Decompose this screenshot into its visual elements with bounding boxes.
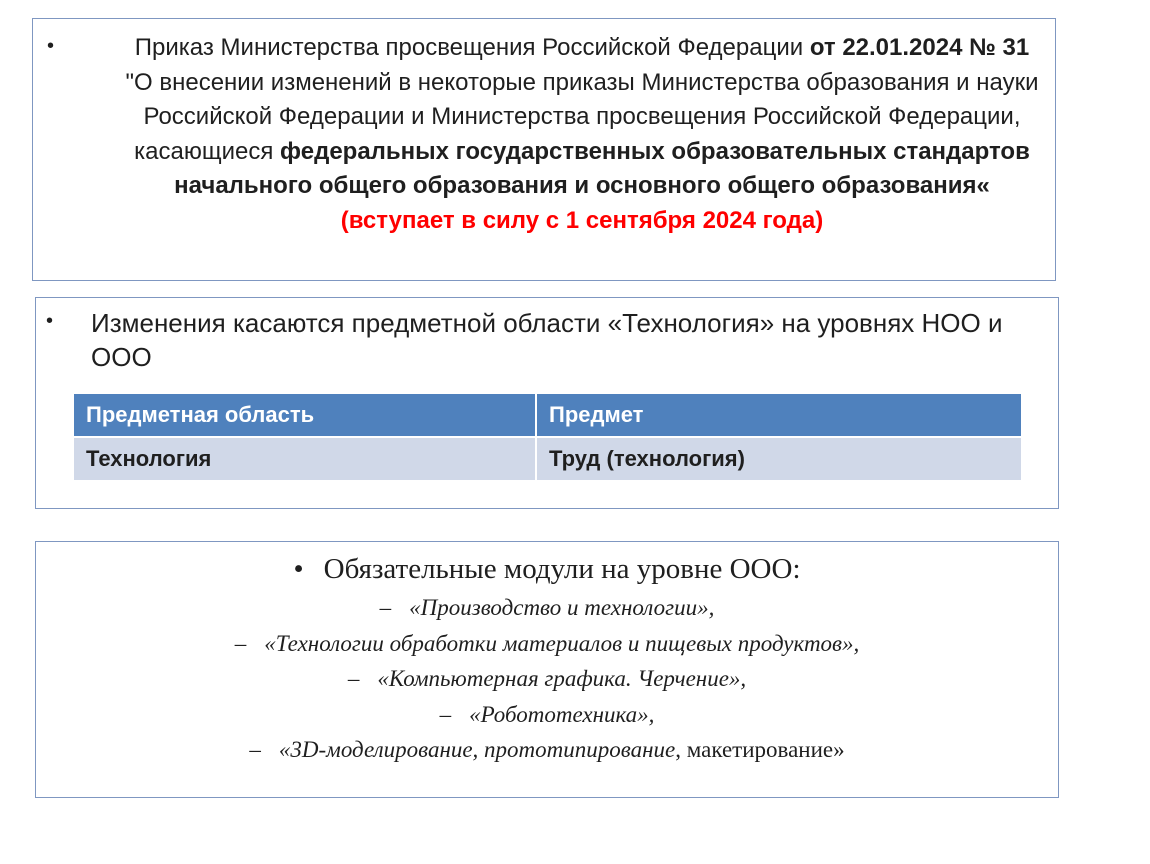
dash-icon: – [234, 631, 247, 656]
table-cell: Технология [73, 437, 536, 481]
modules-title-text: Обязательные модули на уровне ООО: [323, 553, 801, 585]
module-label: «Робототехника», [469, 702, 655, 727]
column-header-subject: Предмет [536, 393, 1022, 437]
effective-date-note: (вступает в силу с 1 сентября 2024 года) [340, 206, 824, 234]
bullet-icon: • [293, 553, 304, 585]
module-item [36, 700, 1058, 730]
changes-text: Изменения касаются предметной области «Технология» на уровнях НОО и ООО [91, 308, 1003, 372]
changes-box [35, 297, 1059, 509]
order-text: Приказ Министерства просвещения Российской Федерации [134, 34, 810, 61]
module-label: «Компьютерная графика. Черчение», [377, 666, 747, 691]
order-title: "О внесении изменений в некоторые приказы Министерства образования и науки Российской Федерации и Министерства просвещения Российской Федерации, касающиеся [125, 68, 1039, 165]
dash-icon: – [439, 702, 452, 727]
order-info-box [32, 18, 1056, 281]
bullet-icon: • [47, 35, 55, 57]
modules-title [36, 552, 1058, 586]
modules-box [35, 541, 1059, 798]
module-label-suffix: , макетирование» [675, 737, 845, 762]
order-standards: федеральных государственных образовательных стандартов начального общего образования и основного общего образования« [174, 137, 1030, 199]
order-paragraph [119, 31, 1045, 238]
module-item [36, 735, 1058, 765]
subject-table [72, 392, 1023, 482]
module-label: «Производство и технологии», [409, 595, 715, 620]
table-cell: Труд (технология) [536, 437, 1022, 481]
dash-icon: – [249, 737, 261, 762]
module-item [36, 629, 1058, 659]
dash-icon: – [347, 666, 360, 691]
table-header-row [73, 393, 1022, 437]
dash-icon: – [379, 595, 392, 620]
module-label: «Технологии обработки материалов и пищевых продуктов», [264, 631, 860, 656]
module-label: «3D-моделирование, прототипирование [278, 737, 676, 762]
table-row [73, 437, 1022, 481]
order-date-number: от 22.01.2024 № 31 [809, 34, 1030, 61]
module-item [36, 593, 1058, 623]
bullet-icon: • [46, 310, 54, 332]
column-header-subject-area: Предметная область [73, 393, 536, 437]
module-item [36, 664, 1058, 694]
